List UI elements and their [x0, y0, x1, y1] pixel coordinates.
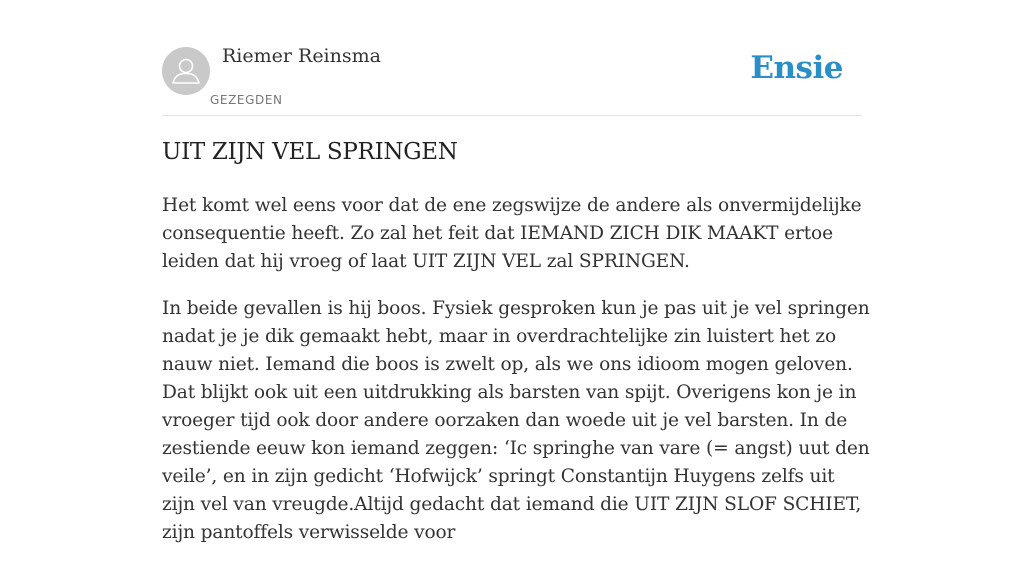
user-icon [162, 47, 210, 95]
ensie-logo[interactable]: Ensie [750, 50, 843, 86]
paragraph-2: In beide gevallen is hij boos. Fysiek gesproken kun je pas uit je vel springen nadat je je dik gemaakt hebt, maar in overdrachtelijke zin luistert het zo nauw niet. Iemand die boos is zwelt op, als we ons idioom mogen geloven. Dat blijkt ook uit een uitdrukking als barsten van spijt. Overigens kon je in vroeger tijd ook door andere oorzaken dan woede uit je vel barsten. In de zestiende eeuw kon iemand zeggen: ‘Ic springhe van vare (= angst) uut den veile’, en in zijn gedicht ‘Hofwijck’ springt Constantijn Huygens zelfs uit zijn vel van vreugde.Altijd gedacht dat iemand die UIT ZIJN SLOF SCHIET, zijn pantoffels verwisselde voor [162, 298, 870, 543]
article-title: UIT ZIJN VEL SPRINGEN [162, 139, 458, 165]
paragraph-1: Het komt wel eens voor dat de ene zegswijze de andere als onvermijdelijke consequentie heeft. Zo zal het feit dat IEMAND ZICH DIK MAAKT ertoe leiden dat hij vroeg of laat UIT ZIJN VEL zal SPRINGEN. [162, 195, 862, 272]
category-label[interactable]: GEZEGDEN [210, 93, 283, 107]
article-header [162, 0, 862, 116]
author-name[interactable]: Riemer Reinsma [222, 45, 381, 67]
author-avatar[interactable] [162, 47, 210, 95]
article-body [162, 192, 870, 566]
